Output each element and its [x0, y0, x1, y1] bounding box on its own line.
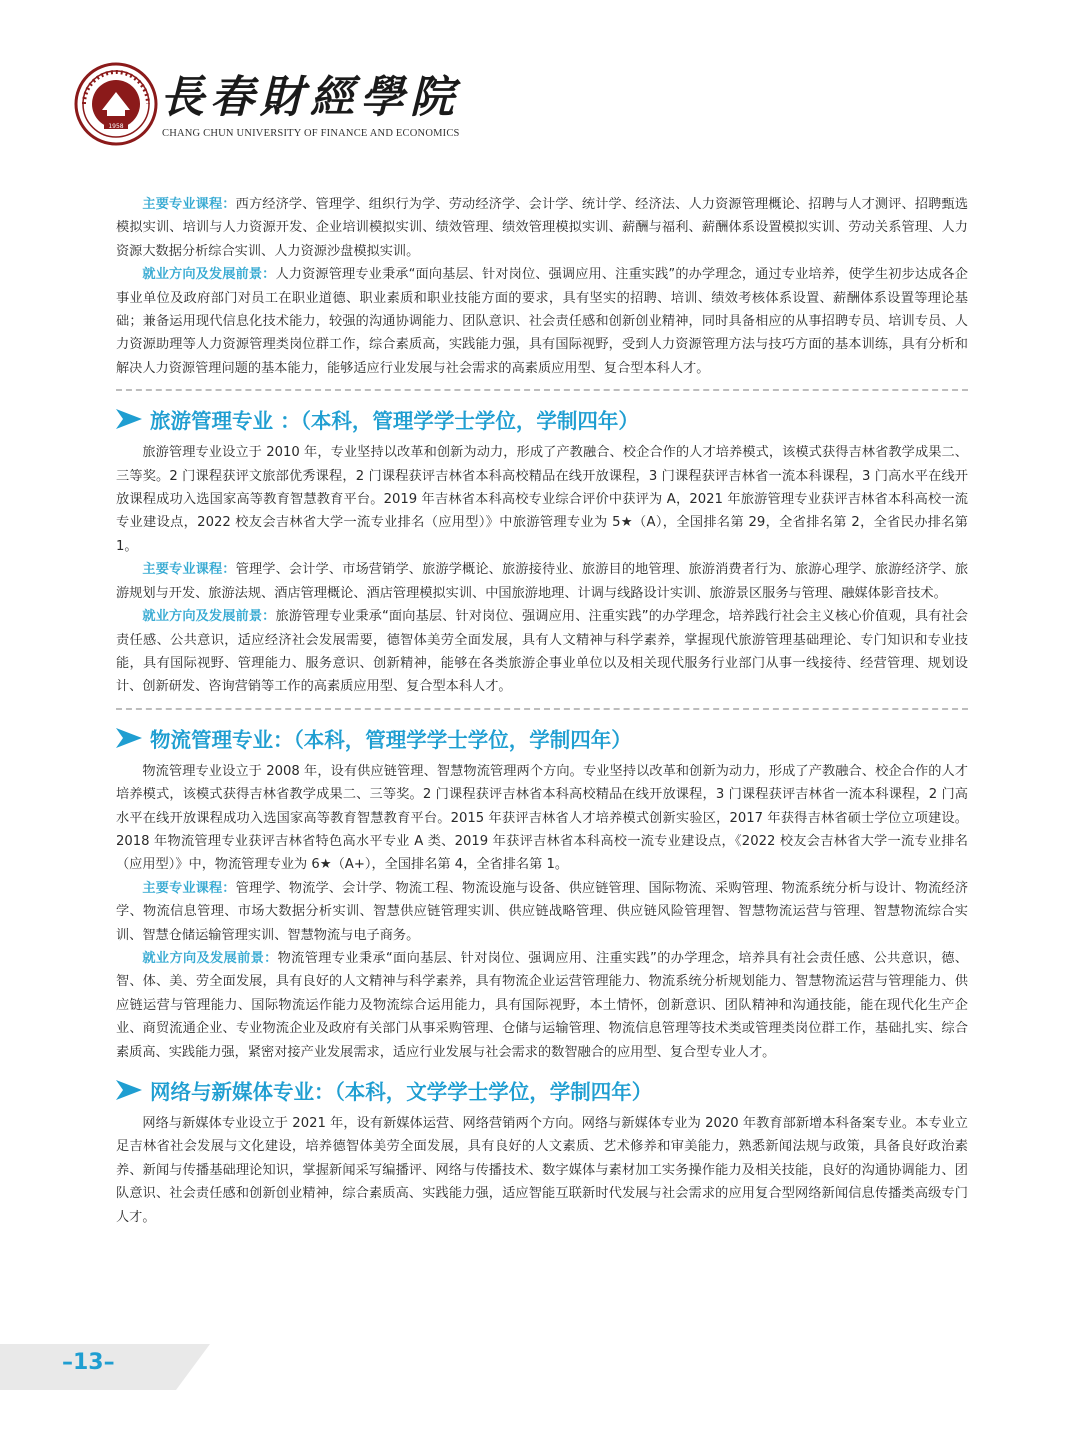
new-media-intro: 网络与新媒体专业设立于 2021 年，设有新媒体运营、网络营销两个方向。网络与新媒体专业为 2020 年教育部新增本科备案专业。本专业立足吉林省社会发展与文化建设，培养德智体美劳全面发展，具有良好的人文素质、艺术修养和审美能力，熟悉新闻法规与政策，具备良好政治素养、新闻与传播基础理论知识，掌握新闻采写编播评、网络与传播技术、数字媒体与素材加工实务操作能力及相关技能，良好的沟通协调能力、团队意识、社会责任感和创新创业精神，综合素质高、实践能力强，适应智能互联新时代发展与社会需求的应用复合型网络新闻信息传播类高级专门人才。	[116, 1116, 968, 1225]
tourism-career-text: 旅游管理专业秉承“面向基层、针对岗位、强调应用、注重实践”的办学理念，培养践行社会主义核心价值观，具有社会责任感、公共意识，适应经济社会发展需要，德智体美劳全面发展，具有人文精神与科学素养，掌握现代旅游管理基础理论、专门知识和专业技能，具有国际视野、管理能力、服务意识、创新精神，能够在各类旅游企事业单位以及相关现代服务行业部门从事一线接待、经营管理、规划设计、创新研发、咨询营销等工作的高素质应用型、复合型本科人才。	[116, 609, 968, 695]
tourism-career-paragraph	[116, 605, 968, 699]
page-number: –13–	[62, 1350, 115, 1375]
section-divider	[116, 389, 968, 391]
section-divider	[116, 708, 968, 710]
hr-career-paragraph	[116, 263, 968, 380]
school-seal-icon	[74, 62, 158, 146]
arrow-icon	[116, 728, 142, 748]
seal-year: 1958	[108, 123, 124, 130]
logistics-courses-label: 主要专业课程：	[142, 880, 236, 896]
hr-career-text: 人力资源管理专业秉承“面向基层、针对岗位、强调应用、注重实践”的办学理念，通过专业培养，使学生初步达成各企事业单位及政府部门对员工在职业道德、职业素质和职业技能方面的要求，具有坚实的招聘、培训、绩效考核体系设置、薪酬体系设置等理论基础；兼备运用现代信息化技术能力，较强的沟通协调能力、团队意识、社会责任感和创新创业精神，同时具备相应的从事招聘专员、培训专员、人力资源助理等人力资源管理类岗位群工作，综合素质高，实践能力强，具有国际视野，受到人力资源管理方法与技巧方面的基本训练，具有分析和解决人力资源管理问题的基本能力，能够适应行业发展与社会需求的高素质应用型、复合型本科人才。	[116, 267, 968, 376]
logistics-career-paragraph	[116, 947, 968, 1064]
arrow-icon	[116, 1080, 142, 1100]
section-title-tourism	[116, 401, 968, 437]
section-title-text: 旅游管理专业 ：（本科，管理学学士学位，学制四年）	[150, 409, 639, 434]
section-title-logistics	[116, 720, 968, 756]
section-title-new-media	[116, 1072, 968, 1108]
logistics-courses-text: 管理学、物流学、会计学、物流工程、物流设施与设备、供应链管理、国际物流、采购管理、物流系统分析与设计、物流经济学、物流信息管理、市场大数据分析实训、智慧供应链管理实训、供应链战略管理、供应链风险管理智、智慧物流运营与管理、智慧物流综合实训、智慧仓储运输管理实训、智慧物流与电子商务。	[116, 880, 969, 943]
hr-career-label: 就业方向及发展前景：	[142, 267, 276, 283]
tourism-career-label: 就业方向及发展前景：	[142, 609, 276, 625]
logistics-courses-paragraph	[116, 877, 968, 947]
logistics-career-text: 物流管理专业秉承“面向基层、针对岗位、强调应用、注重实践”的办学理念，培养具有社会责任感、公共意识，德、智、体、美、劳全面发展，具有良好的人文精神与科学素养，具有物流企业运营管理能力、物流系统分析规划能力、智慧物流运营与管理能力、供应链运营与管理能力、国际物流运作能力及物流综合运用能力，具有国际视野，本土情怀，创新意识、团队精神和沟通技能，能在现代化生产企业、商贸流通企业、专业物流企业及政府有关部门从事采购管理、仓储与运输管理、物流信息管理等技术类或管理类岗位群工作，基础扎实、综合素质高、实践能力强，紧密对接产业发展需求，适应行业发展与社会需求的数智融合的应用型、复合型专业人才。	[116, 950, 968, 1060]
tourism-courses-label: 主要专业课程：	[142, 562, 236, 578]
main-content	[116, 193, 968, 1229]
footer-band	[0, 1344, 230, 1390]
school-name: 長春財經學院	[160, 72, 460, 123]
tourism-courses-text: 管理学、会计学、市场营销学、旅游学概论、旅游接待业、旅游目的地管理、旅游消费者行为、旅游心理学、旅游经济学、旅游规划与开发、旅游法规、酒店管理概论、酒店管理模拟实训、中国旅游地理、计调与线路设计实训、旅游景区服务与管理、融媒体影音技术。	[116, 562, 969, 601]
hr-courses-paragraph	[116, 193, 968, 263]
logistics-intro: 物流管理专业设立于 2008 年，设有供应链管理、智慧物流管理两个方向。专业坚持以改革和创新为动力，形成了产教融合、校企合作的人才培养模式，该模式获得吉林省教学成果二、三等奖。2 门课程获评吉林省本科高校精品在线开放课程，3 门课程获评吉林省一流本科课程，2 门高水平在线开放课程成功入选国家高等教育智慧教育平台。2015 年获评吉林省人才培养模式创新实验区，2017 年获得吉林省硕士学位立项建设。2018 年物流管理专业获评吉林省特色高水平专业 A 类、2019 年获评吉林省本科高校一流专业建设点，《2022 校友会吉林省大学一流专业排名（应用型）》中，物流管理专业为 6★（A+），全国排名第 4，全省排名第 1。	[116, 763, 968, 873]
page-header	[74, 62, 774, 152]
section-gap	[116, 1064, 968, 1070]
logistics-career-label: 就业方向及发展前景：	[142, 950, 278, 966]
hr-courses-text: 西方经济学、管理学、组织行为学、劳动经济学、会计学、统计学、经济法、人力资源管理概论、招聘与人才测评、招聘甄选模拟实训、培训与人力资源开发、企业培训模拟实训、绩效管理、绩效管理模拟实训、薪酬与福利、薪酬体系设置模拟实训、劳动关系管理、人力资源大数据分析综合实训、人力资源沙盘模拟实训。	[116, 197, 969, 259]
section-title-text: 物流管理专业：（本科，管理学学士学位，学制四年）	[150, 727, 632, 752]
arrow-icon	[116, 409, 142, 429]
school-name-english: CHANG CHUN UNIVERSITY OF FINANCE AND ECONOMICS	[162, 128, 460, 139]
section-title-text: 网络与新媒体专业：（本科，文学学士学位，学制四年）	[150, 1080, 653, 1104]
hr-courses-label: 主要专业课程：	[142, 197, 236, 212]
tourism-intro: 旅游管理专业设立于 2010 年，专业坚持以改革和创新为动力，形成了产教融合、校企合作的人才培养模式，该模式获得吉林省教学成果二、三等奖。2 门课程获评文旅部优秀课程，2 门课程获评吉林省本科高校精品在线开放课程，3 门课程获评吉林省一流本科课程，3 门高水平在线开放课程成功入选国家高等教育智慧教育平台。2019 年吉林省本科高校专业综合评价中获评为 A，2021 年旅游管理专业获评吉林省本科高校一流专业建设点，2022 校友会吉林省大学一流专业排名（应用型）》中旅游管理专业为 5★（A），全国排名第 29，全省排名第 2，全省民办排名第 1。	[116, 445, 968, 554]
tourism-courses-paragraph	[116, 558, 968, 605]
